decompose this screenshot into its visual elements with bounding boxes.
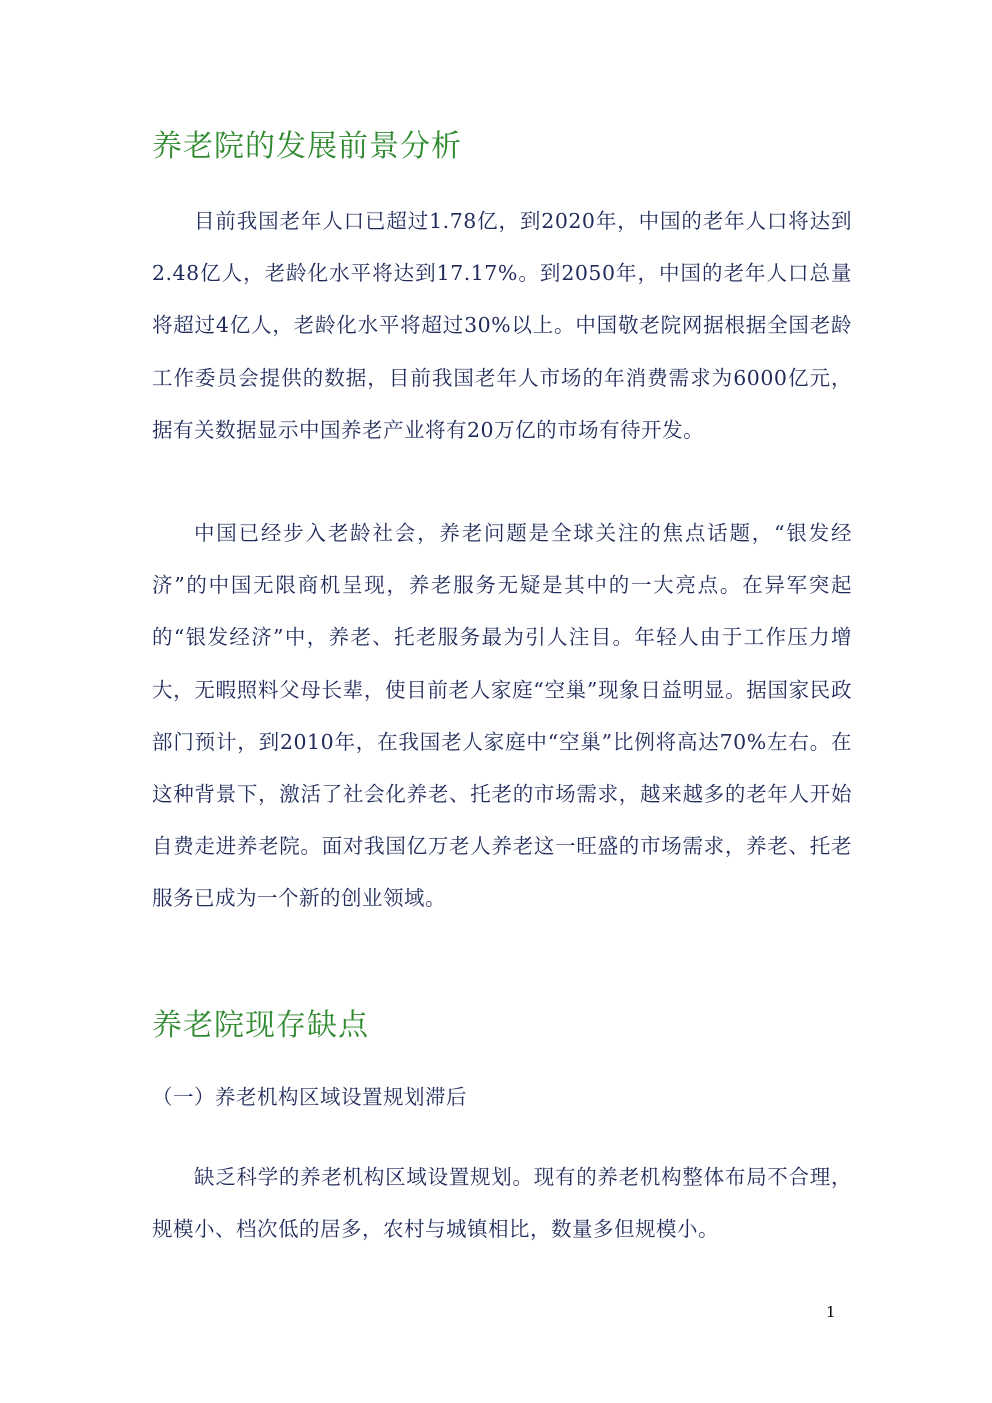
section-heading: 养老院现存缺点 (152, 1008, 369, 1043)
document-title: 养老院的发展前景分析 (152, 129, 462, 164)
page-number: 1 (826, 1303, 836, 1321)
paragraph: 缺乏科学的养老机构区域设置规划。现有的养老机构整体布局不合理，规模小、档次低的居多，农村与城镇相比，数量多但规模小。 (152, 1165, 852, 1242)
subheading: （一）养老机构区域设置规划滞后 (152, 1085, 467, 1109)
paragraph: 目前我国老年人口已超过1.78亿，到2020年，中国的老年人口将达到2.48亿人，老龄化水平将达到17.17%。到2050年，中国的老年人口总量将超过4亿人，老龄化水平将超过30%以上。中国敬老院网据根据全国老龄工作委员会提供的数据，目前我国老年人市场的年消费需求为6000亿元，据有关数据显示中国养老产业将有20万亿的市场有待开发。 (152, 209, 852, 442)
paragraph: 中国已经步入老龄社会，养老问题是全球关注的焦点话题，“银发经济”的中国无限商机呈现，养老服务无疑是其中的一大亮点。在异军突起的“银发经济”中，养老、托老服务最为引人注目。年轻人由于工作压力增大，无暇照料父母长辈，使目前老人家庭“空巢”现象日益明显。据国家民政部门预计，到2010年，在我国老人家庭中“空巢”比例将高达70%左右。在这种背景下，激活了社会化养老、托老的市场需求，越来越多的老年人开始自费走进养老院。面对我国亿万老人养老这一旺盛的市场需求，养老、托老服务已成为一个新的创业领域。 (152, 521, 852, 911)
